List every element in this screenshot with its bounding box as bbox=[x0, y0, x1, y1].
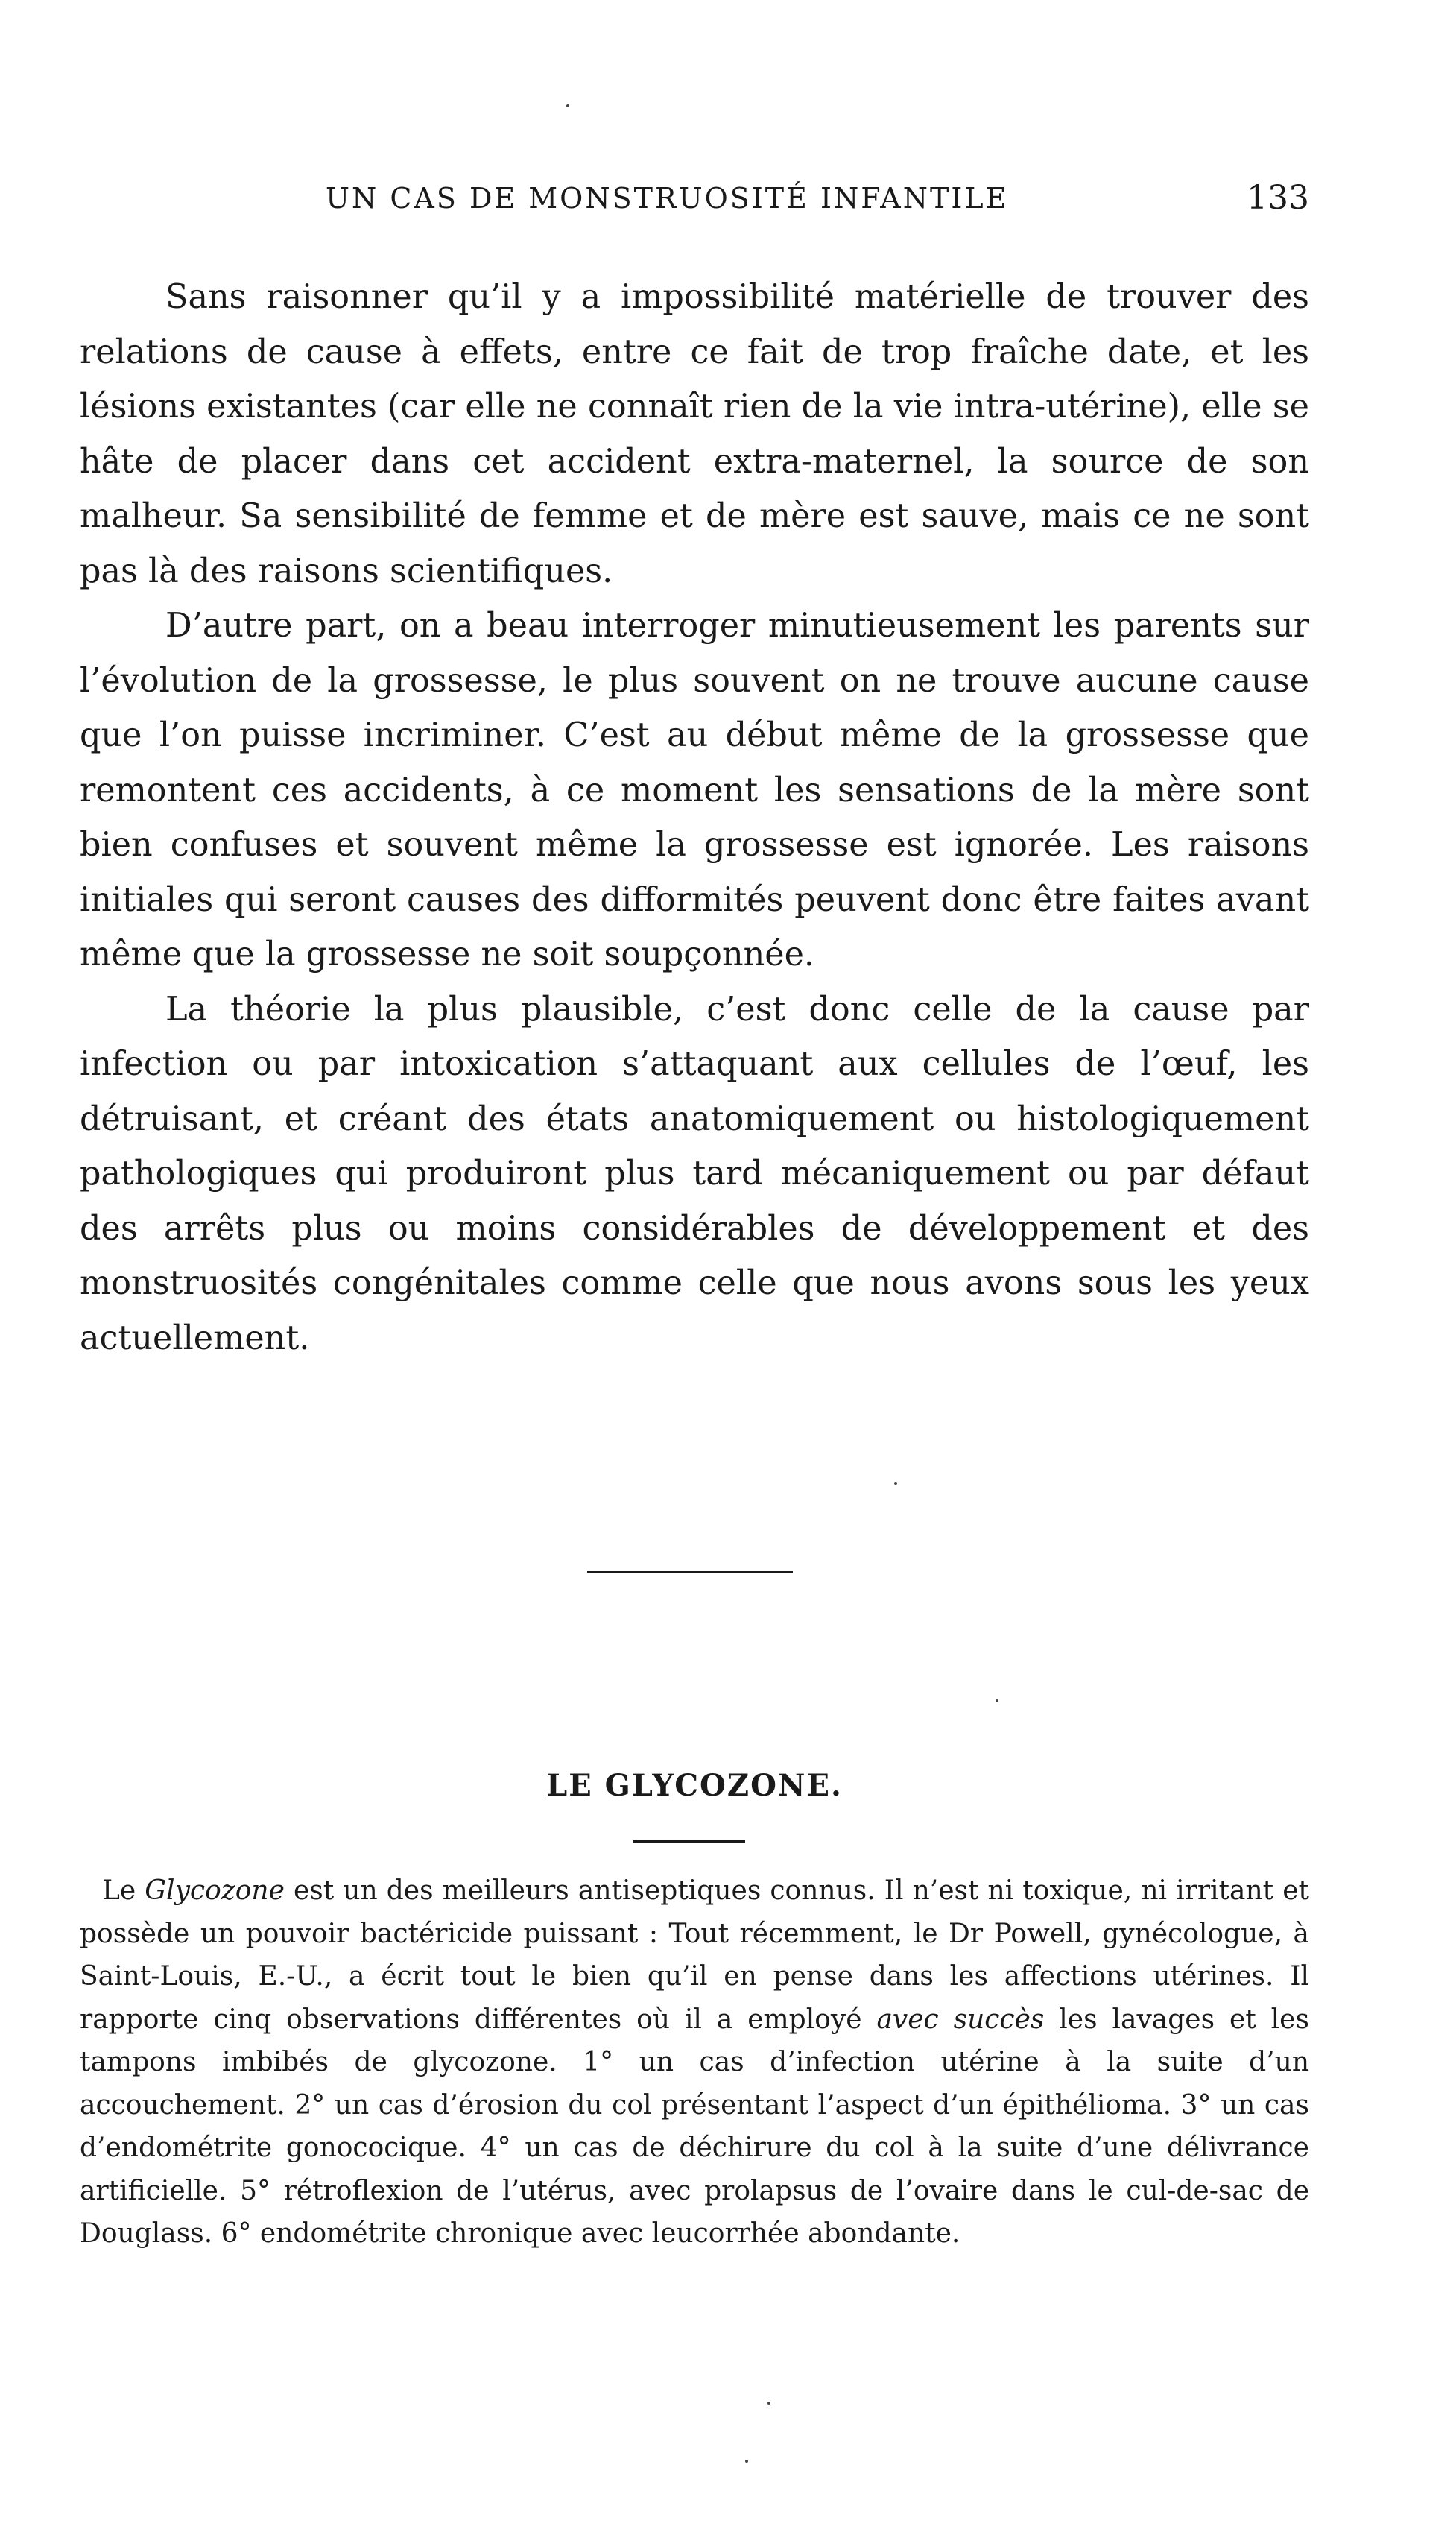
paragraph-1: Sans raisonner qu’il y a impossibilité matérielle de trouver des relations de cause à effets, entre ce fait de trop fraîche date, et les lésions existantes (car elle ne connaît rien de la vie intra-utérine), elle se hâte de placer dans cet accident extra-maternel, la source de son malheur. Sa sensibilité de femme et de mère est sauve, mais ce ne sont pas là des raisons scientifiques. bbox=[80, 278, 1309, 590]
notice-text-part-1: est un des meilleurs antiseptiques connus. Il n’est ni toxique, ni irritant et possède un pouvoir bactéricide puissant : Tout récemment, le Dr Powell, gynécologue, à Saint-Louis, E.-U., a écrit tout le bien qu’il en pense dans les affections utérines. Il rapporte cinq observations différentes où il a employé bbox=[80, 1875, 1309, 2035]
paper-speck bbox=[894, 1482, 897, 1485]
paper-speck bbox=[566, 104, 569, 107]
section-divider-rule bbox=[587, 1571, 793, 1573]
title-underline-rule bbox=[633, 1840, 745, 1843]
glycozone-notice bbox=[80, 1869, 1309, 2256]
notice-article: Le bbox=[102, 1875, 136, 1906]
page-number: 133 bbox=[1247, 179, 1309, 217]
paragraph-2: D’autre part, on a beau interroger minutieusement les parents sur l’évolution de la grossesse, le plus souvent on ne trouve aucune cause que l’on puisse incriminer. C’est au début même de la grossesse que remontent ces accidents, à ce moment les sensations de la mère sont bien confuses et souvent même la grossesse est ignorée. Les raisons initiales qui seront causes des difformités peuvent donc être faites avant même que la grossesse ne soit soupçonnée. bbox=[80, 607, 1309, 973]
product-name: Glycozone bbox=[145, 1875, 285, 1906]
paragraph-3: La théorie la plus plausible, c’est donc celle de la cause par infection ou par intoxication s’attaquant aux cellules de l’œuf, les détruisant, et créant des états anatomiquement ou histologiquement pathologiques qui produiront plus tard mécaniquement ou par défaut des arrêts plus ou moins considérables de développement et des monstruosités congénitales comme celle que nous avons sous les yeux actuellement. bbox=[80, 990, 1309, 1357]
notice-text-part-2: les lavages et les tampons imbibés de glycozone. 1° un cas d’infection utérine à la suite d’un accouchement. 2° un cas d’érosion du col présentant l’aspect d’un épithélioma. 3° un cas d’endométrite gonococique. 4° un cas de déchirure du col à la suite d’une délivrance artificielle. 5° rétroflexion de l’utérus, avec prolapsus de l’ovaire dans le cul-de-sac de Douglass. 6° endométrite chronique avec leucorrhée abondante. bbox=[80, 2004, 1309, 2249]
running-head bbox=[80, 173, 1309, 225]
running-title: UN CAS DE MONSTRUOSITÉ INFANTILE bbox=[326, 182, 1009, 215]
paper-speck bbox=[745, 2460, 748, 2463]
paper-speck bbox=[996, 1699, 998, 1702]
notice-emphasis: avec succès bbox=[876, 2004, 1045, 2035]
section-title: LE GLYCOZONE. bbox=[546, 1768, 843, 1803]
paper-speck bbox=[767, 2402, 770, 2405]
body-text bbox=[80, 270, 1309, 1366]
